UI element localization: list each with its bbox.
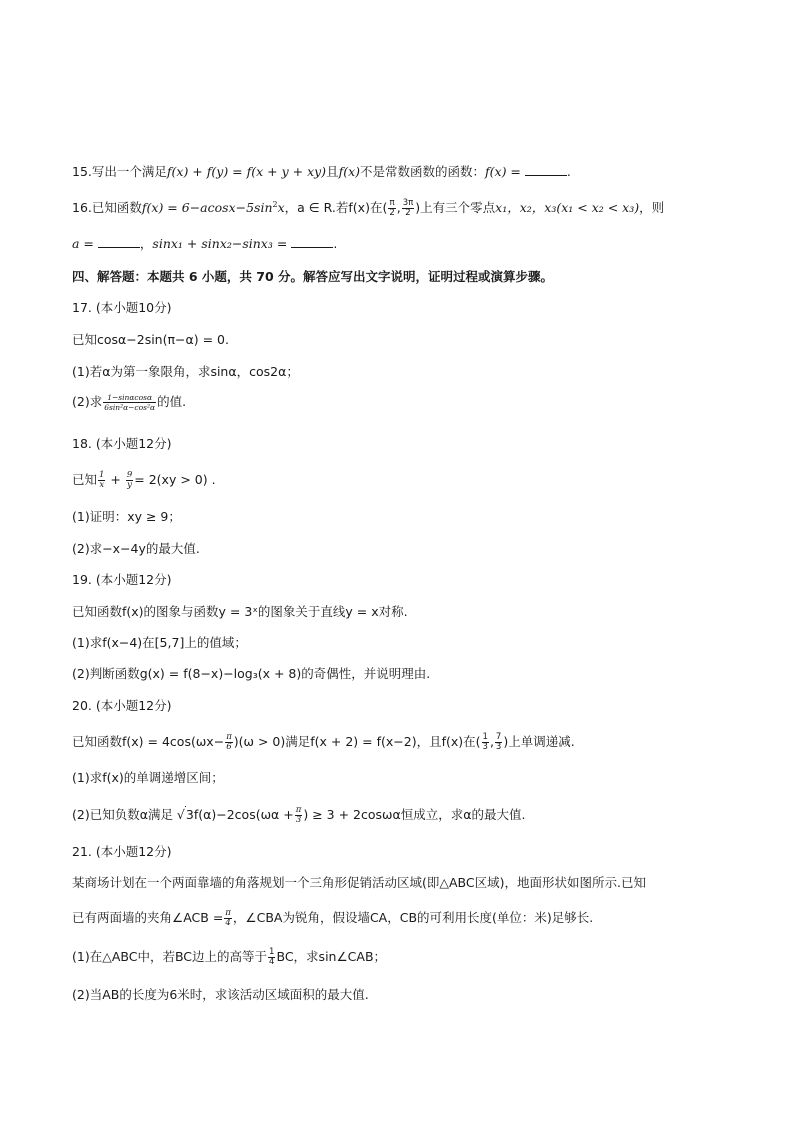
- question-20-part2: (2)已知负数α满足 √3f(α)−2cos(ωα + $\frac{\pi}{3}$ ) ≥ 3 + 2cosωα恒成立，求α的最大值.: [72, 805, 526, 825]
- question-17-part2: (2)求 $\frac{1-\sin\alpha\cos\alpha}{\text{6sin²α−cos²α}}$ 的值.: [72, 393, 187, 412]
- question-19-head: 19. (本小题12分): [72, 572, 172, 587]
- question-18-head: 18. (本小题12分): [72, 436, 172, 451]
- question-21-part2: (2)当AB的长度为6米时，求该活动区域面积的最大值.: [72, 987, 369, 1002]
- question-18-part1: (1)证明：xy ≥ 9；: [72, 509, 181, 524]
- answer-blank[interactable]: [525, 163, 567, 176]
- question-21-part1: (1)在△ABC中，若BC边上的高等于 $\frac{1}{4}$ BC，求sin∠CAB；: [72, 947, 387, 967]
- question-17-part1: (1)若α为第一象限角，求sinα，cos2α；: [72, 364, 299, 379]
- question-16: 16.已知函数$f(x) = 6-acosx-5\sin^2x$，a ∈ R.若f(x)在( $\frac{\pi}{2}$ , $\frac{3\pi}{2}$ )上有三个零点x₁，x₂，x₃(x₁ < x₂ < x₃)，则: [72, 198, 665, 218]
- question-19-part2: (2)判断函数g(x) = f(8−x)−log₃(x + 8)的奇偶性，并说明理由.: [72, 666, 431, 681]
- question-21-line2: 已有两面墙的夹角∠ACB = $\frac{\pi}{4}$ ，∠CBA为锐角，假设墙CA，CB的可利用长度(单位：米)足够长.: [72, 908, 594, 928]
- question-18-part2: (2)求−x−4y的最大值.: [72, 541, 200, 556]
- answer-blank[interactable]: [291, 235, 333, 248]
- question-17-condition: 已知cosα−2sin(π−α) = 0.: [72, 332, 229, 347]
- question-21-line1: 某商场计划在一个两面靠墙的角落规划一个三角形促销活动区域(即△ABC区域)，地面形状如图所示.已知: [72, 875, 646, 890]
- question-20-part1: (1)求f(x)的单调递增区间；: [72, 770, 224, 785]
- question-16-line2: a = ，sinx₁ + sinx₂−sinx₃ = .: [72, 236, 338, 251]
- question-15: 15.写出一个满足f(x) + f(y) = f(x + y + xy)且f(x)不是常数函数的函数：f(x) = .: [72, 164, 571, 179]
- question-19-condition: 已知函数f(x)的图象与函数y = 3ˣ的图象关于直线y = x对称.: [72, 604, 408, 619]
- question-20-condition: 已知函数f(x) = 4cos(ωx− $\frac{\pi}{6}$ )(ω > 0)满足f(x + 2) = f(x−2)，且f(x)在( $\frac{1}{3}$ , $\frac{7}{3}$ )上单调递减.: [72, 732, 575, 752]
- question-20-head: 20. (本小题12分): [72, 698, 172, 713]
- answer-blank[interactable]: [98, 235, 140, 248]
- question-18-condition: 已知 $\frac{1}{x}$ + $\frac{9}{y}$ = 2(xy > 0) .: [72, 470, 216, 490]
- section-title: 四、解答题：本题共 6 小题，共 70 分。解答应写出文字说明，证明过程或演算步骤。: [72, 269, 554, 284]
- question-19-part1: (1)求f(x−4)在[5,7]上的值域；: [72, 635, 247, 650]
- question-17-head: 17. (本小题10分): [72, 300, 172, 315]
- question-21-head: 21. (本小题12分): [72, 844, 172, 859]
